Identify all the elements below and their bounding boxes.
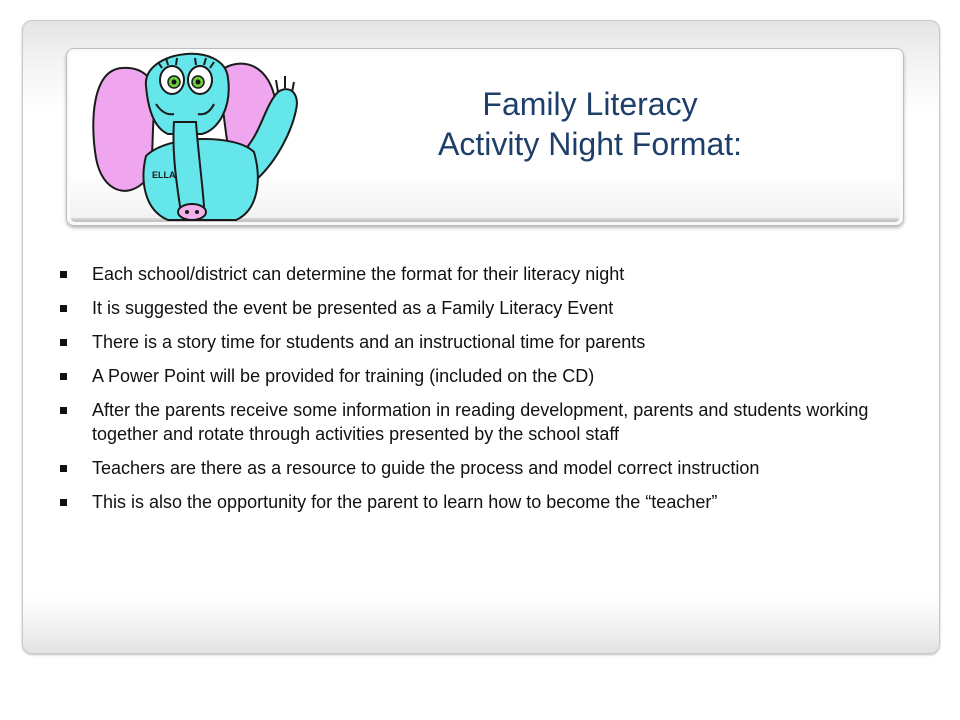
bullet-item <box>60 490 910 514</box>
title-line-2: Activity Night Format: <box>437 126 743 162</box>
bullet-item <box>60 330 910 354</box>
square-bullet-icon <box>60 499 67 506</box>
bullet-list <box>60 262 910 524</box>
slide-title <box>360 84 820 164</box>
bullet-text: After the parents receive some information in reading development, parents and students working together and rotate through activities presented by the school staff <box>92 400 869 444</box>
square-bullet-icon <box>60 305 67 312</box>
title-line-1: Family Literacy <box>482 86 698 122</box>
square-bullet-icon <box>60 465 67 472</box>
bullet-text: It is suggested the event be presented as a Family Literacy Event <box>92 298 614 318</box>
bullet-item <box>60 364 910 388</box>
bullet-text: This is also the opportunity for the parent to learn how to become the “teacher” <box>92 492 718 512</box>
square-bullet-icon <box>60 339 67 346</box>
square-bullet-icon <box>60 271 67 278</box>
square-bullet-icon <box>60 373 67 380</box>
square-bullet-icon <box>60 407 67 414</box>
mascot-name-label: ELLA <box>152 170 176 180</box>
bullet-item <box>60 456 910 480</box>
bullet-text: A Power Point will be provided for training (included on the CD) <box>92 366 595 386</box>
bullet-text: Each school/district can determine the format for their literacy night <box>92 264 625 284</box>
bullet-item <box>60 296 910 320</box>
bullet-item <box>60 262 910 286</box>
bullet-item <box>60 398 910 446</box>
elephant-mascot-icon <box>86 30 326 230</box>
bullet-text: Teachers are there as a resource to guide the process and model correct instruction <box>92 458 760 478</box>
bullet-text: There is a story time for students and an instructional time for parents <box>92 332 646 352</box>
